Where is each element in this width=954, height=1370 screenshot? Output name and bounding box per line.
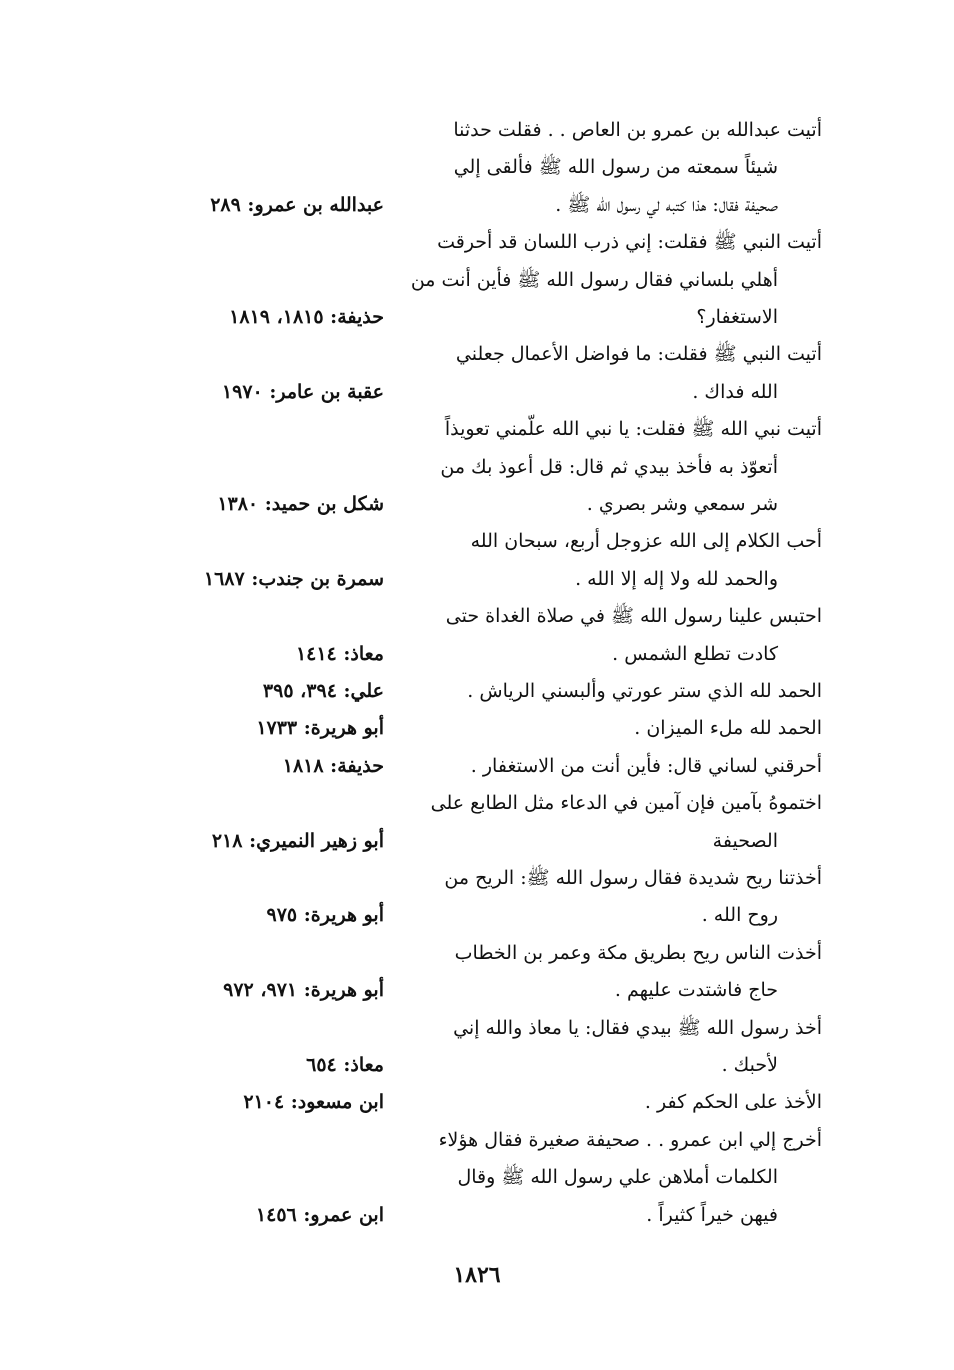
entry-text [434,523,830,598]
entry-line: أتيت نبي الله ﷺ فقلت: يا نبي الله علّمني تعويذاً [444,418,822,441]
entry-text [434,710,830,747]
entry-line: حاج فاشتدت عليهم . [614,979,778,1002]
narrator-reference: أبو هريرة: ١٧٣٣ [256,717,384,740]
narrator-reference: علي: ٣٩٤، ٣٩٥ [262,680,384,702]
narrator-reference: ابن عمرو: ١٤٥٦ [255,1203,384,1226]
entry-line: أتيت النبي ﷺ فقلت: ما فواضل الأعمال جعلني [455,343,822,366]
entry-line: أخذ رسول الله ﷺ بيدي فقال: يا معاذ والله إني [453,1016,822,1039]
narrator-reference: شكل بن حميد: ١٣٨٠ [217,492,384,515]
entry-line: أتيت النبي ﷺ فقلت: إني ذرب اللسان قد أحرقت [437,231,822,254]
entry-text [410,224,830,336]
entry-line: لأحبك . [721,1053,778,1076]
entry-line: أخرج إلي ابن عمرو . . صحيفة صغيرة فقال هؤلاء [438,1128,822,1151]
narrator-reference: حذيفة: ١٨١٥، ١٨١٩ [229,305,384,328]
entry-line: الكلمات أملاهن علي رسول الله ﷺ وقال [457,1166,778,1189]
entry-line: أخذتنا ريح شديدة فقال رسول الله ﷺ: الريح من [444,867,822,889]
entry-line: أحب الكلام إلى الله عزوجل أربع، سبحان الله [470,530,822,553]
entry-text [434,1010,830,1085]
entry-line: الصحيفة [712,829,778,852]
entry-text [434,1122,830,1234]
narrator-reference: أبو زهير النميري: ٢١٨ [211,829,384,852]
entry-line: والحمد لله ولا إله إلا الله . [575,567,778,590]
entry-line: الأخذ على الحكم كفر . [644,1091,822,1114]
entry-text [434,673,830,710]
entry-text [434,411,830,523]
entry-text [434,336,830,411]
narrator-reference: معاذ: ٦٥٤ [306,1053,384,1076]
entry-text [434,935,830,1010]
narrator-reference: عبدالله بن عمرو: ٢٨٩ [210,193,384,216]
narrator-reference: معاذ: ١٤١٤ [295,642,384,665]
entry-line: اختموهُ بآمين فإن آمين في الدعاء مثل الطابع على [430,792,822,815]
entry-line: الحمد لله ملء الميزان . [634,717,822,740]
entry-text [434,748,830,785]
narrator-reference: سمرة بن جندب: ١٦٨٧ [203,567,384,590]
entry-line: روح الله . [701,904,778,927]
entry-line: الله فداك . [692,380,778,403]
entry-text [434,598,830,673]
entry-line: شيئاً سمعته من رسول الله ﷺ فألقى إلي [453,156,778,179]
entry-line: الحمد لله الذي ستر عورتي وألبسني الرياش . [467,680,822,702]
entry-line: أهلي بلساني فقال رسول الله ﷺ فأين أنت من [410,268,778,291]
entry-line: احتبس علينا رسول الله ﷺ في صلاة الغداة حتى [445,605,822,628]
narrator-reference: ابن مسعود: ٢١٠٤ [243,1091,384,1114]
entry-text [430,785,830,860]
page-number: ١٨٢٦ [453,1262,501,1288]
entry-text [434,860,830,935]
narrator-reference: حذيفة: ١٨١٨ [282,754,384,777]
entry-line: أخذت الناس ريح بطريق مكة وعمر بن الخطاب [454,941,822,964]
entry-line: أتيت عبدالله بن عمرو بن العاص . . فقلت حدثنا [453,119,822,141]
entry-line: الاستغفار؟ [696,305,778,328]
entry-line: فيهن خيراً كثيراً . [646,1203,778,1226]
entry-text [434,1084,830,1121]
narrator-reference: عقبة بن عامر: ١٩٧٠ [221,380,384,403]
entry-text [434,112,830,224]
narrator-reference: أبو هريرة: ٩٧١، ٩٧٢ [223,979,384,1002]
entry-line: صحيفة فقال: هذا كتبه لي رسول الله ﷺ . [555,193,778,216]
entry-line: أتعوّذ به فأخذ بيدي ثم قال: قل أعوذ بك من [440,455,778,478]
entry-line: شر سمعي وشر بصري . [586,492,778,515]
entry-line: كادت تطلع الشمس . [612,642,778,665]
entry-line: أحرقني لساني قال: فأين أنت من الاستغفار . [470,754,822,777]
narrator-reference: أبو هريرة: ٩٧٥ [266,904,384,927]
